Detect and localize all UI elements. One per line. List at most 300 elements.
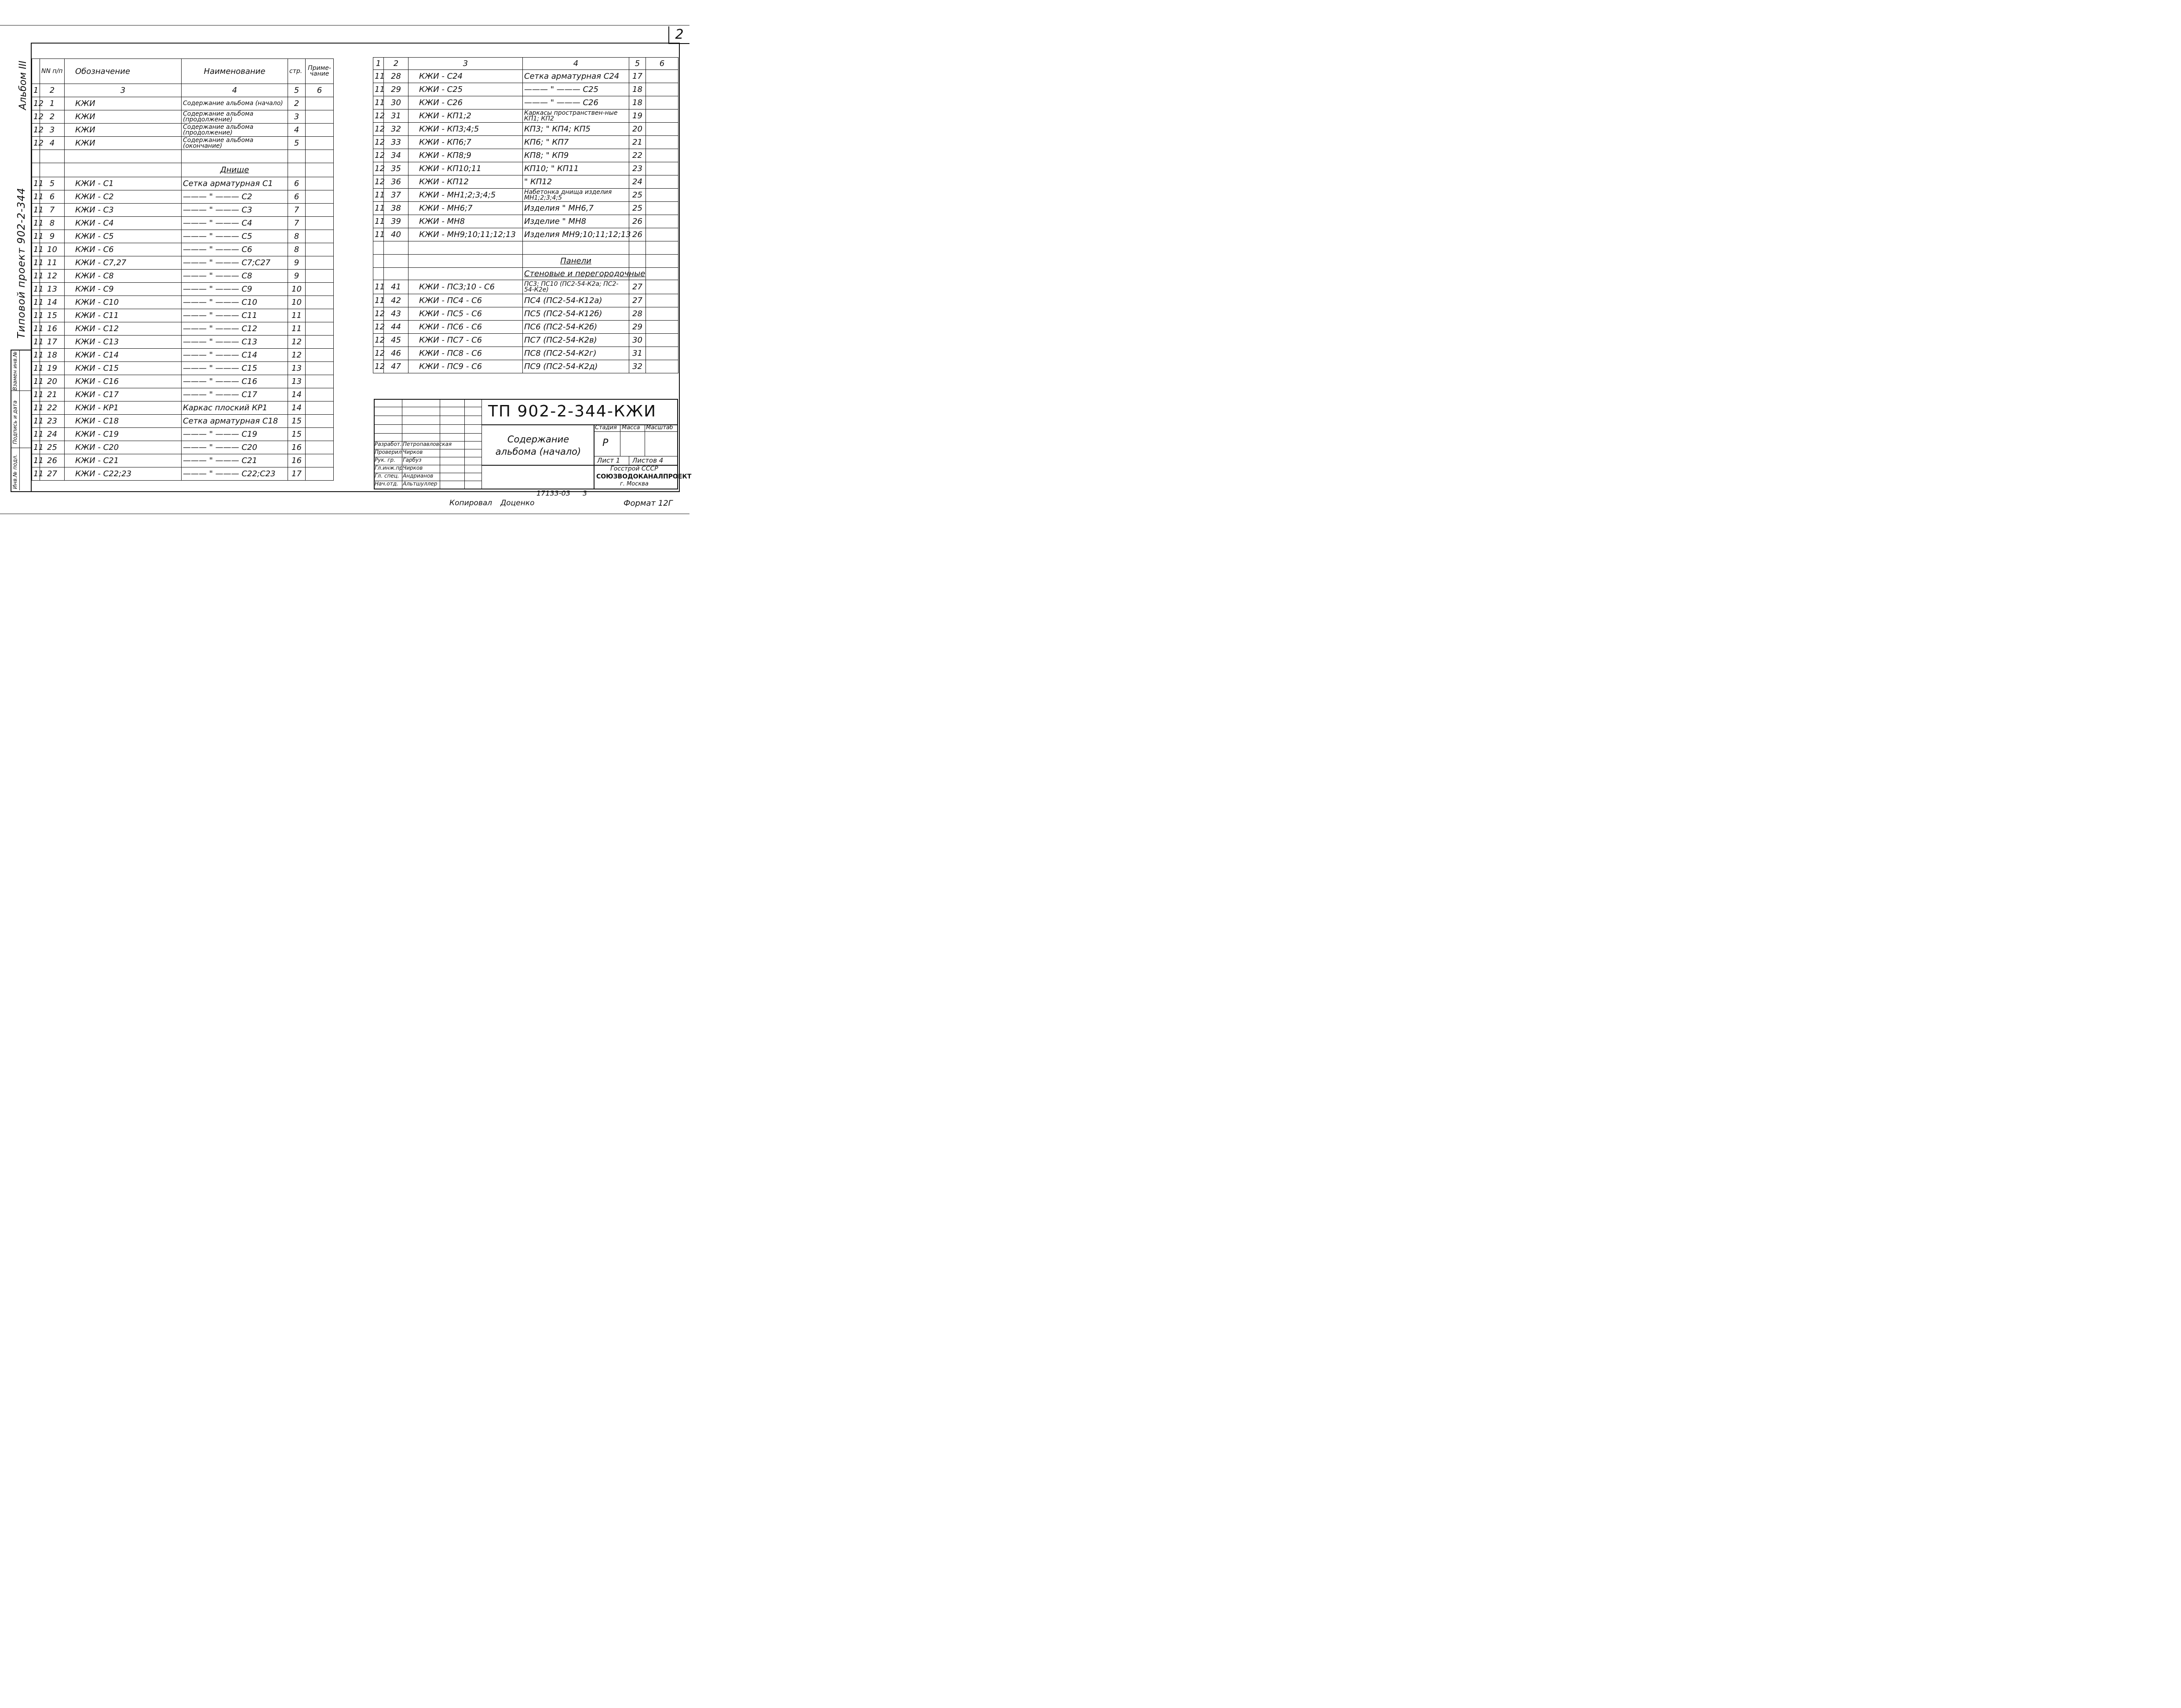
- table-row: [373, 321, 678, 334]
- table-row: [32, 401, 334, 415]
- format-cell: 12: [373, 307, 384, 321]
- format-cell: 12: [373, 360, 384, 373]
- row-number: 44: [384, 321, 408, 334]
- page-number: 3: [288, 110, 306, 124]
- page-number: [288, 150, 306, 163]
- side-divider: [19, 350, 20, 490]
- format-cell: 11: [32, 309, 40, 322]
- page-number: 19: [629, 109, 646, 123]
- designation: КЖИ - С5: [65, 230, 182, 243]
- sheet-label: Лист 1: [597, 456, 620, 464]
- table-row: [373, 202, 678, 215]
- designation: КЖИ - КП1;2: [408, 109, 523, 123]
- format-cell: 11: [32, 270, 40, 283]
- table-row: [32, 137, 334, 150]
- drawing-code: ТП 902-2-344-КЖИ: [488, 402, 657, 420]
- item-name: [523, 241, 629, 255]
- row-number: 6: [40, 190, 65, 204]
- note: [646, 294, 678, 307]
- note: [306, 190, 334, 204]
- designation: КЖИ - С24: [408, 70, 523, 83]
- item-name: ——— " ——— С14: [182, 349, 288, 362]
- page-number: 29: [629, 321, 646, 334]
- drawing-title: Содержание альбома (начало): [495, 434, 581, 457]
- designation: КЖИ - МН8: [408, 215, 523, 228]
- format-cell: 11: [373, 70, 384, 83]
- format-cell: 12: [373, 321, 384, 334]
- signer-name: Андрианов: [403, 473, 434, 479]
- row-number: 9: [40, 230, 65, 243]
- note: [646, 280, 678, 294]
- column-number-row: [32, 84, 334, 97]
- row-number: 37: [384, 189, 408, 202]
- item-name: ——— " ——— С3: [182, 204, 288, 217]
- note: [306, 375, 334, 388]
- item-name: ——— " ——— С7;С27: [182, 256, 288, 270]
- format-cell: 11: [32, 283, 40, 296]
- table-row: [373, 268, 678, 280]
- page-number: 6: [288, 177, 306, 190]
- note: [646, 360, 678, 373]
- note: [646, 268, 678, 280]
- row-number: 26: [40, 454, 65, 467]
- designation: КЖИ - С11: [65, 309, 182, 322]
- item-name: КП10; " КП11: [523, 162, 629, 175]
- row-number: 47: [384, 360, 408, 373]
- designation: КЖИ - ПС7 - С6: [408, 334, 523, 347]
- column-number: 2: [40, 84, 65, 97]
- page-number: [288, 163, 306, 177]
- table-row: [32, 336, 334, 349]
- item-name: ——— " ——— С10: [182, 296, 288, 309]
- item-name: ПС5 (ПС2-54-К12б): [523, 307, 629, 321]
- item-name: Содержание альбома (окончание): [182, 137, 288, 150]
- designation: КЖИ - С21: [65, 454, 182, 467]
- signer-role: Гл. спец.: [375, 473, 399, 479]
- item-name: ПС7 (ПС2-54-К2в): [523, 334, 629, 347]
- format-cell: 11: [373, 294, 384, 307]
- page-number: 26: [629, 215, 646, 228]
- designation: КЖИ - ПС8 - С6: [408, 347, 523, 360]
- format-cell: 11: [32, 349, 40, 362]
- note: [306, 428, 334, 441]
- stage-label: Стадия: [595, 424, 617, 431]
- note: [646, 175, 678, 189]
- item-name: ——— " ——— С13: [182, 336, 288, 349]
- note: [306, 467, 334, 481]
- designation: КЖИ - С13: [65, 336, 182, 349]
- note: [646, 83, 678, 96]
- item-name: ПС8 (ПС2-54-К2г): [523, 347, 629, 360]
- note: [646, 228, 678, 241]
- format-cell: 11: [373, 228, 384, 241]
- item-name: Содержание альбома (продолжение): [182, 110, 288, 124]
- row-number: 25: [40, 441, 65, 454]
- note: [646, 136, 678, 149]
- table-row: [32, 467, 334, 481]
- format-cell: 12: [373, 149, 384, 162]
- note: [306, 270, 334, 283]
- designation: КЖИ - КП10;11: [408, 162, 523, 175]
- designation: КЖИ - С15: [65, 362, 182, 375]
- item-name: ——— " ——— С11: [182, 309, 288, 322]
- page-number: 27: [629, 294, 646, 307]
- note: [646, 149, 678, 162]
- page-number: 9: [288, 270, 306, 283]
- table-row: [32, 454, 334, 467]
- note: [306, 204, 334, 217]
- note: [306, 110, 334, 124]
- page-number: 17: [288, 467, 306, 481]
- row-number: 41: [384, 280, 408, 294]
- row-number: 40: [384, 228, 408, 241]
- page-number: 15: [288, 428, 306, 441]
- format-cell: 12: [373, 334, 384, 347]
- row-number: 20: [40, 375, 65, 388]
- row-number: 46: [384, 347, 408, 360]
- header-name: Наименование: [182, 59, 288, 84]
- designation: КЖИ - С2: [65, 190, 182, 204]
- format-cell: 12: [373, 123, 384, 136]
- format-cell: [373, 255, 384, 268]
- table-row: [373, 96, 678, 109]
- table-row: [32, 309, 334, 322]
- item-name: Набетонка днища изделия МН1;2;3;4;5: [523, 189, 629, 202]
- table-row: [373, 307, 678, 321]
- format-cell: 11: [32, 415, 40, 428]
- row-number: 8: [40, 217, 65, 230]
- row-number: 23: [40, 415, 65, 428]
- page-number: 6: [288, 190, 306, 204]
- item-name: ПС9 (ПС2-54-К2д): [523, 360, 629, 373]
- note: [646, 307, 678, 321]
- format-cell: 12: [32, 137, 40, 150]
- table-header-row: [32, 59, 334, 84]
- page-number: 25: [629, 202, 646, 215]
- page-number: 22: [629, 149, 646, 162]
- format-cell: 11: [32, 177, 40, 190]
- table-row: [373, 162, 678, 175]
- row-number: 31: [384, 109, 408, 123]
- note: [306, 296, 334, 309]
- designation: КЖИ: [65, 137, 182, 150]
- row-number: 32: [384, 123, 408, 136]
- format-cell: [373, 268, 384, 280]
- copier-name: Доценко: [500, 499, 535, 507]
- row-number: 7: [40, 204, 65, 217]
- row-number: [384, 241, 408, 255]
- column-number: 5: [288, 84, 306, 97]
- album-label: Альбом III: [18, 60, 29, 110]
- signer-role: Проверил: [375, 449, 402, 455]
- page-number: 21: [629, 136, 646, 149]
- note: [306, 388, 334, 401]
- column-number: 4: [182, 84, 288, 97]
- org-ministry: Госстрой СССР: [610, 465, 658, 472]
- page-number: 7: [288, 204, 306, 217]
- stage-value: Р: [602, 438, 609, 449]
- page-number: 8: [288, 230, 306, 243]
- sheet-number: 2: [668, 26, 689, 44]
- format-label: Формат 12Г: [624, 499, 673, 508]
- item-name: Изделия МН9;10;11;12;13: [523, 228, 629, 241]
- note: [306, 362, 334, 375]
- page-number: 32: [629, 360, 646, 373]
- designation: КЖИ - С17: [65, 388, 182, 401]
- scale-label: Масштаб: [646, 424, 673, 431]
- page-number: 27: [629, 280, 646, 294]
- note: [306, 150, 334, 163]
- table-row: [373, 347, 678, 360]
- row-number: 18: [40, 349, 65, 362]
- column-number: 1: [373, 58, 384, 70]
- row-number: [384, 268, 408, 280]
- page-number: 24: [629, 175, 646, 189]
- table-row: [32, 217, 334, 230]
- item-name: ——— " ——— С26: [523, 96, 629, 109]
- page-number: 18: [629, 83, 646, 96]
- item-name: ——— " ——— С15: [182, 362, 288, 375]
- format-cell: 11: [32, 217, 40, 230]
- note: [306, 163, 334, 177]
- item-name: Сетка арматурная С24: [523, 70, 629, 83]
- format-cell: 11: [32, 467, 40, 481]
- doc-page: 3: [583, 489, 587, 497]
- page-number: 10: [288, 283, 306, 296]
- header-num: NN п/п: [40, 59, 65, 84]
- side-stamp-replace: Взамен инв.№: [12, 351, 18, 391]
- format-cell: 11: [32, 388, 40, 401]
- item-name: ——— " ——— С5: [182, 230, 288, 243]
- page-number: 25: [629, 189, 646, 202]
- table-row: [373, 241, 678, 255]
- format-cell: 11: [32, 322, 40, 336]
- note: [646, 109, 678, 123]
- row-number: 29: [384, 83, 408, 96]
- page-number: 30: [629, 334, 646, 347]
- left-contents-table: [32, 58, 334, 481]
- row-number: 19: [40, 362, 65, 375]
- note: [306, 349, 334, 362]
- item-name: ——— " ——— С4: [182, 217, 288, 230]
- page-number: 12: [288, 349, 306, 362]
- table-row: [32, 190, 334, 204]
- row-number: 17: [40, 336, 65, 349]
- table-row: [32, 428, 334, 441]
- note: [306, 97, 334, 110]
- designation: [65, 150, 182, 163]
- page-number: 18: [629, 96, 646, 109]
- format-cell: 12: [373, 162, 384, 175]
- table-row: [32, 388, 334, 401]
- format-cell: 11: [32, 401, 40, 415]
- note: [306, 322, 334, 336]
- table-row: [373, 228, 678, 241]
- note: [306, 441, 334, 454]
- note: [646, 70, 678, 83]
- column-number: 3: [408, 58, 523, 70]
- item-name: ——— " ——— С20: [182, 441, 288, 454]
- table-row: [32, 243, 334, 256]
- item-name: ——— " ——— С25: [523, 83, 629, 96]
- project-label: Типовой проект 902-2-344: [16, 187, 27, 339]
- item-name: КП3; " КП4; КП5: [523, 123, 629, 136]
- table-row: [32, 441, 334, 454]
- item-name: ПС6 (ПС2-54-К2б): [523, 321, 629, 334]
- table-row: [32, 322, 334, 336]
- note: [646, 334, 678, 347]
- designation: КЖИ - С10: [65, 296, 182, 309]
- item-name: КП8; " КП9: [523, 149, 629, 162]
- format-cell: 12: [373, 347, 384, 360]
- note: [646, 215, 678, 228]
- signer-name: Чирков: [403, 465, 423, 471]
- designation: КЖИ: [65, 97, 182, 110]
- top-border-line: [0, 25, 689, 26]
- row-number: 13: [40, 283, 65, 296]
- table-row: [32, 283, 334, 296]
- note: [306, 454, 334, 467]
- side-stamp-sign: Подпись и дата: [12, 400, 18, 444]
- designation: КЖИ: [65, 124, 182, 137]
- format-cell: 11: [32, 441, 40, 454]
- row-number: [384, 255, 408, 268]
- note: [646, 347, 678, 360]
- page-number: 5: [288, 137, 306, 150]
- designation: КЖИ - МН1;2;3;4;5: [408, 189, 523, 202]
- designation: КЖИ - С25: [408, 83, 523, 96]
- page-number: 8: [288, 243, 306, 256]
- format-cell: [32, 163, 40, 177]
- row-number: [40, 150, 65, 163]
- designation: КЖИ - С12: [65, 322, 182, 336]
- format-cell: 11: [373, 215, 384, 228]
- designation: КЖИ - С22;23: [65, 467, 182, 481]
- signer-role: Рук. гр.: [375, 457, 395, 463]
- signer-name: Альтшуллер: [403, 481, 438, 487]
- page-number: 15: [288, 415, 306, 428]
- org-city: г. Москва: [620, 481, 649, 487]
- note: [646, 241, 678, 255]
- format-cell: 12: [32, 97, 40, 110]
- note: [306, 283, 334, 296]
- note: [646, 96, 678, 109]
- table-row: [32, 150, 334, 163]
- table-row: [373, 109, 678, 123]
- signer-name: Чирков: [403, 449, 423, 455]
- item-name: ——— " ——— С16: [182, 375, 288, 388]
- note: [306, 217, 334, 230]
- item-name: ПС4 (ПС2-54-К12а): [523, 294, 629, 307]
- header-note: Приме-чание: [306, 59, 334, 84]
- item-name: ——— " ——— С21: [182, 454, 288, 467]
- designation: КЖИ - ПС9 - С6: [408, 360, 523, 373]
- item-name: Содержание альбома (продолжение): [182, 124, 288, 137]
- format-cell: [32, 150, 40, 163]
- item-name: " КП12: [523, 175, 629, 189]
- item-name: Сетка арматурная С1: [182, 177, 288, 190]
- signer-name: Петропавловская: [403, 441, 452, 447]
- designation: КЖИ - ПС4 - С6: [408, 294, 523, 307]
- table-row: [373, 123, 678, 136]
- format-cell: 11: [32, 362, 40, 375]
- page-number: 7: [288, 217, 306, 230]
- item-name: ——— " ——— С8: [182, 270, 288, 283]
- column-number: 3: [65, 84, 182, 97]
- table-row: [32, 349, 334, 362]
- item-name: ——— " ——— С9: [182, 283, 288, 296]
- designation: КЖИ - С4: [65, 217, 182, 230]
- page-number: 2: [288, 97, 306, 110]
- table-row: [373, 149, 678, 162]
- format-cell: 11: [32, 256, 40, 270]
- designation: КЖИ - С19: [65, 428, 182, 441]
- table-row: [32, 124, 334, 137]
- table-row: [373, 70, 678, 83]
- page-number: 17: [629, 70, 646, 83]
- note: [306, 415, 334, 428]
- table-row: [373, 280, 678, 294]
- row-number: 43: [384, 307, 408, 321]
- designation: КЖИ - С20: [65, 441, 182, 454]
- designation: [408, 241, 523, 255]
- format-cell: 11: [32, 230, 40, 243]
- sheets-label: Листов 4: [632, 456, 664, 464]
- designation: КЖИ - КП12: [408, 175, 523, 189]
- column-number: 1: [32, 84, 40, 97]
- note: [306, 243, 334, 256]
- designation: КЖИ - С1: [65, 177, 182, 190]
- designation: КЖИ - С14: [65, 349, 182, 362]
- note: [306, 230, 334, 243]
- designation: КЖИ - С18: [65, 415, 182, 428]
- page-number: 11: [288, 322, 306, 336]
- row-number: 15: [40, 309, 65, 322]
- format-cell: 11: [373, 96, 384, 109]
- column-number: 4: [523, 58, 629, 70]
- designation: КЖИ - С7,27: [65, 256, 182, 270]
- mass-label: Масса: [622, 424, 640, 431]
- note: [306, 124, 334, 137]
- table-row: [32, 177, 334, 190]
- row-number: 27: [40, 467, 65, 481]
- row-number: [40, 163, 65, 177]
- page-number: 14: [288, 401, 306, 415]
- item-name: Содержание альбома (начало): [182, 97, 288, 110]
- table-row: [32, 296, 334, 309]
- row-number: 5: [40, 177, 65, 190]
- format-cell: 11: [32, 296, 40, 309]
- table-row: [373, 83, 678, 96]
- table-row: [32, 230, 334, 243]
- format-cell: 11: [32, 243, 40, 256]
- designation: [408, 255, 523, 268]
- format-cell: 11: [32, 454, 40, 467]
- side-stamp-inv: Инв.№ подл.: [12, 454, 18, 489]
- row-number: 38: [384, 202, 408, 215]
- format-cell: 12: [32, 124, 40, 137]
- page-number: 26: [629, 228, 646, 241]
- right-contents-table: [373, 57, 678, 373]
- row-number: 10: [40, 243, 65, 256]
- format-cell: 12: [373, 136, 384, 149]
- item-name: ——— " ——— С12: [182, 322, 288, 336]
- page-number: 31: [629, 347, 646, 360]
- designation: КЖИ - С16: [65, 375, 182, 388]
- row-number: 33: [384, 136, 408, 149]
- copied-label: Копировал: [449, 499, 492, 507]
- format-cell: 11: [32, 204, 40, 217]
